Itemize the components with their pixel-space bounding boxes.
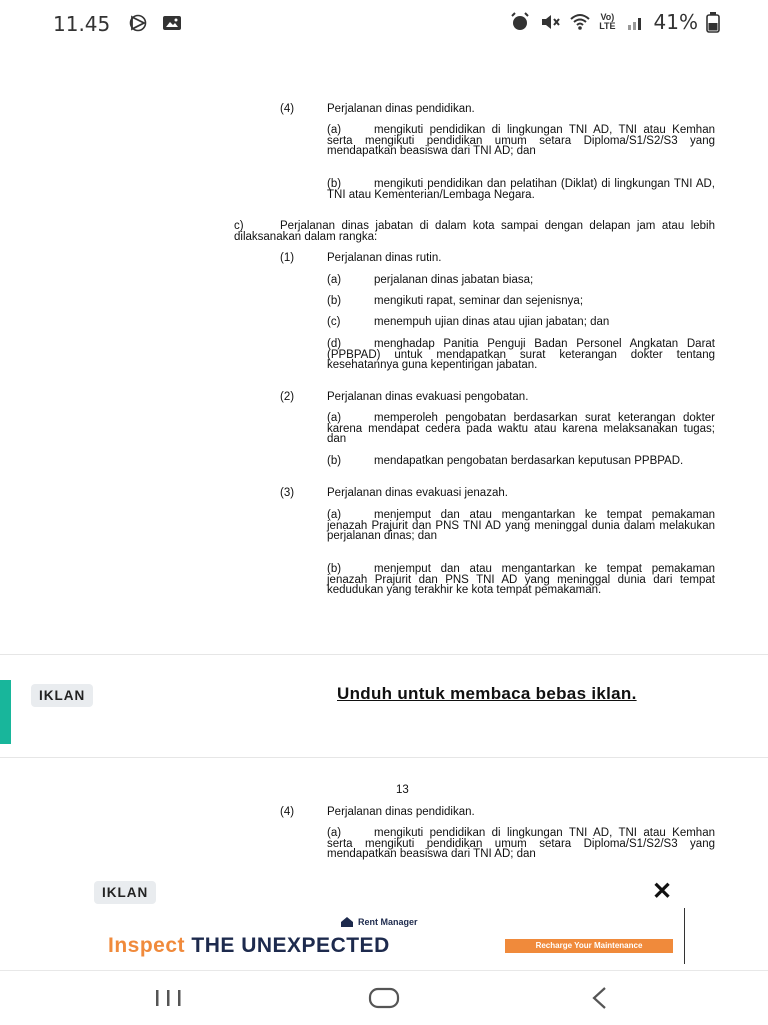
wifi-icon	[569, 11, 591, 33]
bottom-ad-banner[interactable]	[88, 908, 685, 964]
page-number: 13	[396, 784, 409, 796]
item-text: Perjalanan dinas evakuasi pengobatan.	[327, 391, 529, 403]
mute-icon	[539, 11, 561, 33]
ad-cta-button[interactable]	[505, 939, 673, 953]
ad-brand	[340, 916, 418, 928]
ad-band-accent	[0, 680, 11, 744]
ad-close-button[interactable]	[648, 878, 676, 906]
item-number: (2)	[280, 391, 295, 403]
item-text: Perjalanan dinas evakuasi jenazah.	[327, 487, 508, 499]
play-store-notification-icon	[128, 14, 148, 32]
item-number: (b)	[327, 178, 342, 190]
ad-cta-label: Recharge Your Maintenance	[535, 941, 643, 950]
ad-brand-name: Rent Manager	[358, 917, 418, 927]
download-ad-free-link[interactable]: Unduh untuk membaca bebas iklan.	[337, 684, 637, 703]
ad-band	[0, 656, 768, 756]
signal-icon	[624, 11, 646, 33]
item-number: (d)	[327, 338, 342, 350]
item-text: menempuh ujian dinas atau ujian jabatan; dan	[374, 316, 610, 328]
item-number: (1)	[280, 252, 295, 264]
battery-icon	[706, 11, 720, 33]
item-number: (b)	[327, 455, 342, 467]
document-page-1	[0, 44, 768, 654]
close-icon: ✕	[651, 878, 673, 905]
item-number: (4)	[280, 806, 295, 818]
status-icons	[509, 10, 720, 34]
item-number: (4)	[280, 103, 295, 115]
ad-headline	[108, 934, 390, 958]
item-text: memperoleh pengobatan berdasarkan surat keterangan dokter karena mendapat cedera pada waktu atau karena melaksanakan tugas; dan	[327, 412, 715, 445]
item-number: (b)	[327, 295, 342, 307]
volte-indicator	[599, 13, 615, 31]
item-text: mendapatkan pengobatan berdasarkan keputusan PPBPAD.	[374, 455, 684, 467]
item-text: perjalanan dinas jabatan biasa;	[374, 274, 534, 286]
status-bar	[0, 0, 768, 44]
item-text: menjemput dan atau mengantarkan ke tempat pemakaman jenazah Prajurit dan PNS TNI AD yang meninggal dunia dalam melakukan perjalanan dinas; dan	[327, 509, 715, 542]
ad-headline-part1: Inspect	[108, 934, 186, 957]
item-text: Perjalanan dinas pendidikan.	[327, 806, 475, 818]
volte-label-bottom: LTE	[599, 21, 616, 31]
ad-label: IKLAN	[31, 684, 93, 707]
volte-label-top: Vo)	[600, 12, 615, 22]
alarm-icon	[509, 11, 531, 33]
item-number: (a)	[327, 827, 342, 839]
item-number: (b)	[327, 563, 342, 575]
recent-apps-button[interactable]	[154, 989, 184, 1007]
item-text: Perjalanan dinas pendidikan.	[327, 103, 475, 115]
item-text: menjemput dan atau mengantarkan ke tempat pemakaman jenazah Prajurit dan PNS TNI AD yang meninggal dunia dari tempat kedudukan yang terakhir ke kota tempat pemakaman.	[327, 563, 715, 596]
item-text: menghadap Panitia Penguji Badan Personel Angkatan Darat (PPBPAD) untuk mendapatkan surat keterangan dokter tentang kesehatannya guna kepentingan jabatan.	[327, 338, 715, 371]
back-button[interactable]	[590, 986, 610, 1010]
item-number: (3)	[280, 487, 295, 499]
battery-percentage: 41%	[653, 10, 698, 34]
item-text: mengikuti pendidikan di lingkungan TNI AD, TNI atau Kemhan serta mengikuti pendidikan umum setara Diploma/S1/S2/S3 yang mendapatkan beasiswa dari TNI AD; dan	[327, 827, 715, 860]
item-text: mengikuti pendidikan dan pelatihan (Diklat) di lingkungan TNI AD, TNI atau Kementerian/Lembaga Negara.	[327, 178, 715, 201]
house-icon	[340, 916, 354, 928]
item-text: Perjalanan dinas jabatan di dalam kota sampai dengan delapan jam atau lebih dilaksanakan dalam rangka:	[234, 220, 715, 243]
item-text: Perjalanan dinas rutin.	[327, 252, 442, 264]
item-text: mengikuti pendidikan di lingkungan TNI AD, TNI atau Kemhan serta mengikuti pendidikan umum setara Diploma/S1/S2/S3 yang mendapatkan beasiswa dari TNI AD; dan	[327, 124, 715, 157]
item-number: (a)	[327, 412, 342, 424]
home-button[interactable]	[368, 987, 400, 1009]
bottom-ad-label: IKLAN	[94, 881, 156, 904]
navigation-bar	[0, 970, 768, 1025]
item-number: (c)	[327, 316, 341, 328]
gallery-notification-icon	[162, 14, 182, 32]
item-number: (a)	[327, 124, 342, 136]
item-number: (a)	[327, 509, 342, 521]
status-time: 11.45	[53, 12, 111, 36]
page-divider	[0, 654, 768, 655]
item-number: c)	[234, 220, 244, 232]
item-number: (a)	[327, 274, 342, 286]
item-text: mengikuti rapat, seminar dan sejenisnya;	[374, 295, 584, 307]
ad-headline-part2: THE UNEXPECTED	[191, 934, 390, 957]
